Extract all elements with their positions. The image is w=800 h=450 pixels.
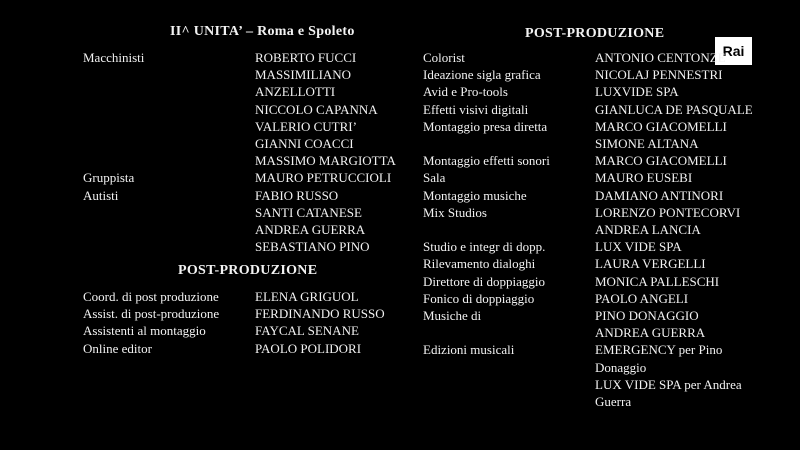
credit-name: LUXVIDE SPA bbox=[595, 84, 679, 100]
credit-names bbox=[595, 49, 726, 66]
credit-row bbox=[83, 169, 396, 186]
credit-name: GIANNI COACCI bbox=[255, 136, 354, 152]
credit-role: Edizioni musicali bbox=[423, 342, 515, 358]
credit-name: ANDREA LANCIA bbox=[595, 222, 701, 238]
credit-role: Online editor bbox=[83, 340, 152, 356]
credit-role: Montaggio musiche bbox=[423, 187, 527, 203]
credit-names bbox=[595, 118, 727, 152]
credit-name: ANZELLOTTI bbox=[255, 84, 336, 100]
credit-role: Assist. di post-produzione bbox=[83, 306, 220, 322]
credit-row bbox=[423, 238, 753, 255]
credit-row bbox=[423, 255, 753, 272]
credit-role: Effetti visivi digitali bbox=[423, 101, 529, 117]
credit-name: LORENZO PONTECORVI bbox=[595, 204, 741, 220]
credit-row bbox=[83, 340, 385, 357]
credit-role: Fonico di doppiaggio bbox=[423, 290, 535, 306]
credit-names bbox=[595, 255, 706, 272]
credit-role: Colorist bbox=[423, 50, 465, 65]
credit-name: ANDREA GUERRA bbox=[595, 325, 706, 341]
credit-name: FABIO RUSSO bbox=[255, 187, 339, 203]
credit-names bbox=[255, 169, 391, 186]
credit-names bbox=[595, 152, 727, 169]
credit-names bbox=[595, 238, 682, 255]
credits-list-post-right bbox=[423, 49, 753, 410]
credit-row bbox=[423, 273, 753, 290]
credit-role: Studio e integr di dopp. bbox=[423, 239, 546, 255]
credit-role: Coord. di post produzione bbox=[83, 289, 219, 304]
section-heading-post-produzione-right: POST-PRODUZIONE bbox=[525, 26, 665, 41]
credit-name: MASSIMILIANO bbox=[255, 67, 352, 83]
credit-name: VALERIO CUTRI’ bbox=[255, 118, 357, 134]
credit-role: Assistenti al montaggio bbox=[83, 323, 206, 339]
rai-logo: Rai bbox=[715, 37, 752, 65]
credit-name: NICOLAJ PENNESTRI bbox=[595, 67, 723, 83]
credit-role: Rilevamento dialoghi bbox=[423, 256, 536, 272]
credit-row bbox=[83, 305, 385, 322]
credit-name: MARCO GIACOMELLI bbox=[595, 118, 727, 134]
credit-row bbox=[423, 101, 753, 118]
credit-names bbox=[595, 307, 705, 341]
credit-row bbox=[423, 307, 753, 341]
credit-name: MARCO GIACOMELLI bbox=[595, 153, 727, 169]
credit-row bbox=[423, 187, 753, 204]
credit-row bbox=[423, 341, 753, 410]
credit-name: ANDREA GUERRA bbox=[255, 222, 366, 238]
credit-names bbox=[595, 66, 722, 83]
credit-name: SANTI CATANESE bbox=[255, 204, 362, 220]
credit-row bbox=[423, 49, 753, 66]
credit-name: ROBERTO FUCCI bbox=[255, 50, 357, 65]
credit-name: Donaggio bbox=[595, 359, 647, 375]
section-heading-unita: II^ UNITA’ – Roma e Spoleto bbox=[170, 24, 355, 39]
credit-name: MONICA PALLESCHI bbox=[595, 273, 720, 289]
credit-name: GIANLUCA DE PASQUALE bbox=[595, 101, 753, 117]
credit-row bbox=[423, 169, 753, 186]
credit-role: Mix Studios bbox=[423, 204, 487, 220]
credit-role: Montaggio effetti sonori bbox=[423, 153, 550, 169]
credit-role: Ideazione sigla grafica bbox=[423, 67, 541, 83]
credit-name: MAURO PETRUCCIOLI bbox=[255, 170, 392, 186]
credit-name: MAURO EUSEBI bbox=[595, 170, 693, 186]
credit-role: Autisti bbox=[83, 187, 119, 203]
credit-name: NICCOLO CAPANNA bbox=[255, 101, 378, 117]
credit-role: Musiche di bbox=[423, 308, 482, 324]
credit-name: EMERGENCY per Pino bbox=[595, 342, 723, 358]
credit-names bbox=[595, 169, 692, 186]
credit-name: LAURA VERGELLI bbox=[595, 256, 706, 272]
credit-names bbox=[255, 322, 359, 339]
credit-names bbox=[595, 290, 688, 307]
credit-name: FERDINANDO RUSSO bbox=[255, 306, 385, 322]
credit-role: Direttore di doppiaggio bbox=[423, 273, 546, 289]
credit-names bbox=[255, 305, 385, 322]
credit-role: Sala bbox=[423, 170, 446, 186]
credit-names bbox=[255, 187, 369, 256]
credit-name: PAOLO POLIDORI bbox=[255, 340, 362, 356]
credit-row bbox=[423, 66, 753, 83]
credit-row bbox=[83, 49, 396, 169]
credit-names bbox=[595, 187, 723, 204]
credit-row bbox=[83, 187, 396, 256]
credits-list-post-left bbox=[83, 288, 385, 357]
credit-name: PINO DONAGGIO bbox=[595, 308, 699, 324]
credit-name: ELENA GRIGUOL bbox=[255, 289, 359, 304]
credit-name: SEBASTIANO PINO bbox=[255, 239, 370, 255]
credit-names bbox=[595, 273, 719, 290]
credit-row bbox=[423, 204, 753, 238]
credit-row bbox=[83, 322, 385, 339]
credit-name: Guerra bbox=[595, 394, 632, 410]
credit-role: Montaggio presa diretta bbox=[423, 118, 548, 134]
credit-name: FAYCAL SENANE bbox=[255, 323, 359, 339]
credits-list-unita bbox=[83, 49, 396, 255]
section-heading-post-produzione-left: POST-PRODUZIONE bbox=[178, 263, 318, 278]
credit-role: Macchinisti bbox=[83, 50, 145, 65]
credit-names bbox=[255, 49, 396, 169]
credit-names bbox=[595, 341, 742, 410]
credit-names bbox=[255, 288, 359, 305]
credit-names bbox=[595, 101, 753, 118]
credit-name: SIMONE ALTANA bbox=[595, 136, 699, 152]
credit-name: LUX VIDE SPA per Andrea bbox=[595, 376, 742, 392]
credit-row bbox=[83, 288, 385, 305]
credit-name: MASSIMO MARGIOTTA bbox=[255, 153, 396, 169]
credit-names bbox=[255, 340, 361, 357]
credit-name: ANTONIO CENTONZE bbox=[595, 50, 726, 65]
credit-names bbox=[595, 83, 679, 100]
credit-role: Avid e Pro-tools bbox=[423, 84, 508, 100]
credit-name: PAOLO ANGELI bbox=[595, 290, 689, 306]
credit-row bbox=[423, 152, 753, 169]
credit-name: LUX VIDE SPA bbox=[595, 239, 682, 255]
credit-row bbox=[423, 290, 753, 307]
credit-role: Gruppista bbox=[83, 170, 135, 186]
credit-names bbox=[595, 204, 740, 238]
credit-row bbox=[423, 118, 753, 152]
credit-row bbox=[423, 83, 753, 100]
credit-name: DAMIANO ANTINORI bbox=[595, 187, 724, 203]
